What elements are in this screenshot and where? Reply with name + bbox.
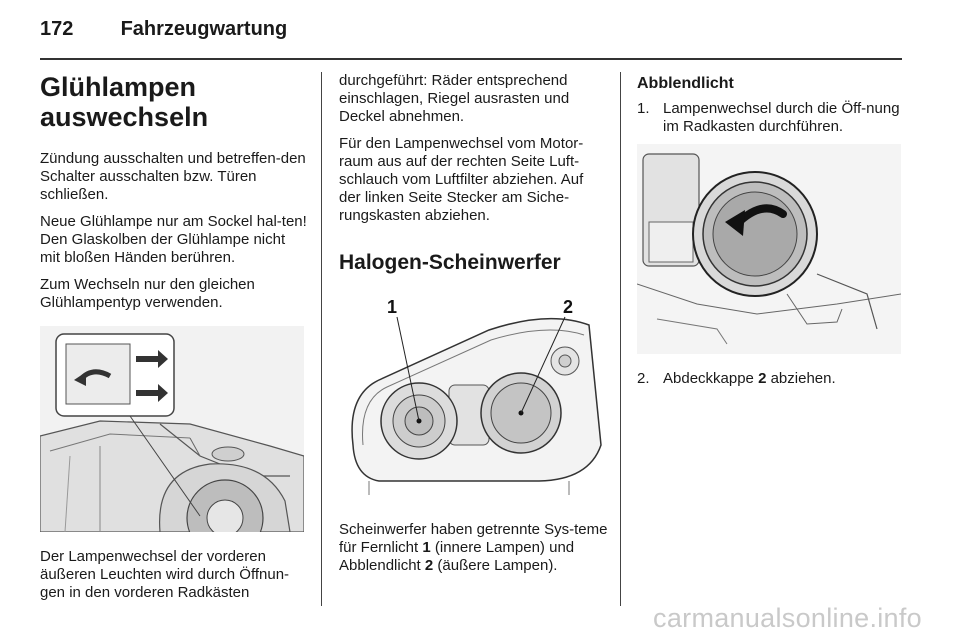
caption-text: (innere Lampen) und Abblendlicht	[339, 539, 575, 574]
section-title: Glühlampen auswechseln	[40, 72, 209, 132]
callout-ref-2: 2	[758, 370, 767, 387]
callout-1: 1	[387, 297, 398, 317]
page-number: 172	[40, 18, 74, 40]
callout-ref-2: 2	[424, 557, 434, 574]
wheel-arch-illustration	[40, 326, 304, 532]
subsection-heading: Abblendlicht	[637, 75, 734, 92]
callout-2: 2	[563, 297, 574, 317]
paragraph: Neue Glühlampe nur am Sockel hal-ten! Den Glaskolben der Glühlampe nicht mit bloßen Händen berühren.	[40, 213, 307, 266]
paragraph: Zum Wechseln nur den gleichen Glühlampentyp verwenden.	[40, 276, 255, 311]
paragraph: durchgeführt: Räder entsprechend einschlagen, Riegel ausrasten und Deckel abnehmen.	[339, 72, 570, 125]
caption-text: Scheinwerfer haben getrennte Sys-teme für Fernlicht	[339, 521, 608, 556]
steps-list	[637, 100, 905, 136]
caption	[339, 521, 609, 575]
column-1	[40, 72, 308, 611]
low-beam-cap-illustration	[637, 144, 901, 354]
column-2	[339, 72, 609, 584]
headlamp-illustration	[339, 295, 605, 505]
watermark: carmanualsonline.info	[653, 603, 922, 633]
step-number: 1.	[637, 100, 650, 117]
chapter-title: Fahrzeugwartung	[120, 18, 288, 40]
column-3	[637, 72, 905, 388]
callout-ref-1: 1	[422, 539, 431, 556]
step-text: Lampenwechsel durch die Öff-nung im Radkasten durchführen.	[663, 100, 900, 135]
step-item	[637, 100, 905, 136]
step-text: Abdeckkappe	[663, 370, 759, 387]
page-header	[40, 18, 287, 41]
step-text: abziehen.	[766, 370, 836, 387]
column-divider	[321, 72, 322, 606]
steps-list	[637, 370, 905, 388]
paragraph: Für den Lampenwechsel vom Motor-raum aus auf der rechten Seite Luft-schlauch vom Luftfilter abziehen. Auf der linken Seite Stecker am Siche-rungskasten abziehen.	[339, 135, 584, 224]
step-number: 2.	[637, 370, 650, 387]
paragraph: Der Lampenwechsel der vorderen äußeren Leuchten wird durch Öffnun-gen in den vorderen Radkästen	[40, 548, 290, 601]
column-divider	[620, 72, 621, 606]
step-item	[637, 370, 905, 388]
paragraph: Zündung ausschalten und betreffen-den Schalter ausschalten bzw. Türen schließen.	[40, 150, 306, 203]
section-heading: Halogen-Scheinwerfer	[339, 251, 561, 274]
caption-text: (äußere Lampen).	[433, 557, 558, 574]
header-rule	[40, 58, 902, 60]
